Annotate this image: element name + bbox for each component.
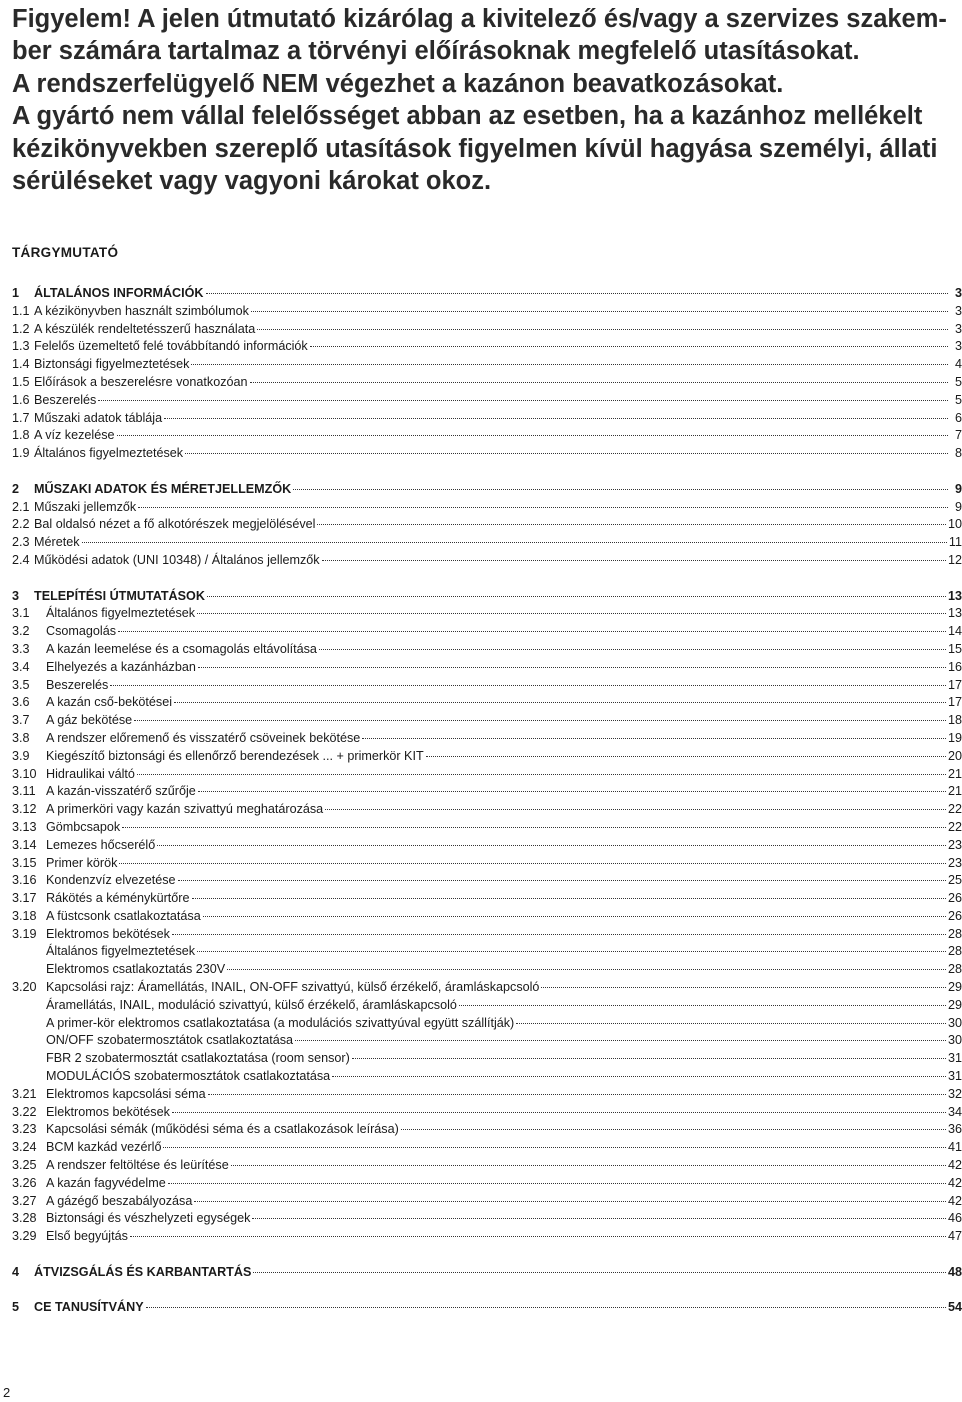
toc-entry-page: 6 — [954, 410, 962, 425]
toc-leader-dots — [541, 987, 946, 988]
toc-entry-number: 3.23 — [12, 1122, 37, 1137]
toc-entry-title: A víz kezelése — [34, 428, 115, 443]
toc-entry[interactable] — [12, 356, 962, 374]
warning-line: kézikönyvekben szereplő utasítások figyelmen kívül hagyása személyi, állati — [12, 134, 938, 163]
toc-leader-dots — [168, 1183, 946, 1184]
toc-entry-title: A rendszer feltöltése és leürítése — [46, 1158, 229, 1173]
toc-entry-number: 1 — [12, 286, 20, 300]
toc-entry-title: Általános figyelmeztetések — [46, 944, 196, 959]
toc-entry-title: ÁLTALÁNOS INFORMÁCIÓK — [34, 286, 204, 300]
toc-heading: TÁRGYMUTATÓ — [12, 245, 119, 260]
toc-leader-dots — [197, 613, 946, 614]
toc-entry-page: 16 — [947, 659, 962, 674]
toc-entry[interactable] — [12, 516, 962, 534]
toc-section-entry[interactable] — [12, 481, 962, 499]
toc-entry-number: 3.16 — [12, 873, 37, 888]
toc-entry-title: Első begyújtás — [46, 1229, 128, 1244]
toc-spacer — [12, 463, 962, 481]
toc-entry-page: 41 — [947, 1140, 962, 1155]
toc-entry[interactable] — [12, 499, 962, 517]
toc-entry-page: 28 — [947, 962, 962, 977]
toc-entry-title: Kiegészítő biztonsági és ellenőrző berendezések ... + primerkör KIT — [46, 748, 424, 763]
toc-entry[interactable] — [12, 748, 962, 766]
toc-entry-page: 3 — [954, 286, 962, 300]
toc-entry-title: MODULÁCIÓS szobatermosztátok csatlakoztatása — [46, 1069, 331, 1084]
toc-leader-dots — [134, 720, 946, 721]
toc-entry[interactable] — [12, 641, 962, 659]
toc-entry[interactable] — [12, 1032, 962, 1050]
toc-entry[interactable] — [12, 677, 962, 695]
toc-entry-title: A gáz bekötése — [46, 713, 133, 728]
toc-entry[interactable] — [12, 1121, 962, 1139]
toc-entry[interactable] — [12, 1193, 962, 1211]
toc-entry-title: Biztonsági és vészhelyzeti egységek — [46, 1211, 251, 1226]
toc-entry[interactable] — [12, 837, 962, 855]
page-number: 2 — [3, 1385, 11, 1400]
toc-entry-number: 3.13 — [12, 819, 37, 834]
toc-entry-title: Műszaki adatok táblája — [34, 410, 163, 425]
toc-entry-title: Méretek — [34, 535, 80, 550]
toc-section-entry[interactable] — [12, 1299, 962, 1317]
toc-entry-number: 3.7 — [12, 713, 30, 728]
toc-entry-title: Bal oldalsó nézet a fő alkotórészek megjelölésével — [34, 517, 316, 532]
toc-entry[interactable] — [12, 872, 962, 890]
toc-entry-number: 3.4 — [12, 659, 30, 674]
toc-entry-title: Hidraulikai váltó — [46, 766, 135, 781]
toc-leader-dots — [191, 364, 948, 365]
toc-entry-page: 4 — [954, 357, 962, 372]
toc-entry-page: 28 — [947, 944, 962, 959]
toc-entry-page: 28 — [947, 926, 962, 941]
toc-entry-number: 2 — [12, 481, 20, 496]
toc-leader-dots — [118, 631, 946, 632]
toc-entry-title: TELEPÍTÉSI ÚTMUTATÁSOK — [34, 588, 205, 603]
toc-entry-title: A kézikönyvben használt szimbólumok — [34, 303, 249, 318]
toc-leader-dots — [138, 507, 948, 508]
toc-leader-dots — [322, 560, 946, 561]
toc-entry-page: 17 — [947, 677, 962, 692]
toc-leader-dots — [352, 1058, 946, 1059]
toc-entry-title: Előírások a beszerelésre vonatkozóan — [34, 374, 248, 389]
toc-leader-dots — [257, 329, 948, 330]
toc-entry-title: Műszaki jellemzők — [34, 499, 137, 514]
toc-entry[interactable] — [12, 410, 962, 428]
toc-entry-page: 26 — [947, 908, 962, 923]
toc-spacer — [12, 1246, 962, 1264]
toc-entry-page: 21 — [947, 766, 962, 781]
toc-leader-dots — [137, 774, 946, 775]
toc-entry-page: 31 — [947, 1051, 962, 1066]
toc-entry-title: Beszerelés — [34, 392, 97, 407]
toc-entry-number: 3.27 — [12, 1193, 37, 1208]
toc-entry[interactable] — [12, 712, 962, 730]
toc-entry-page: 3 — [954, 321, 962, 336]
toc-entry-number: 1.3 — [12, 339, 30, 354]
warning-line: ber számára tartalmaz a törvényi előírásoknak megfelelő utasításokat. — [12, 37, 860, 66]
toc-entry[interactable] — [12, 819, 962, 837]
toc-leader-dots — [250, 382, 948, 383]
toc-leader-dots — [227, 969, 946, 970]
toc-leader-dots — [253, 1272, 946, 1273]
toc-entry-title: A primer-kör elektromos csatlakoztatása (a modulációs szivattyúval együtt szállítják) — [46, 1015, 515, 1030]
toc-entry-page: 22 — [947, 802, 962, 817]
toc-entry-number: 3.6 — [12, 695, 30, 710]
toc-entry-page: 36 — [947, 1122, 962, 1137]
toc-entry-number: 3.29 — [12, 1229, 37, 1244]
toc-entry[interactable] — [12, 1050, 962, 1068]
toc-entry-number: 2.1 — [12, 499, 30, 514]
toc-leader-dots — [208, 1094, 946, 1095]
toc-leader-dots — [426, 756, 946, 757]
toc-entry-title: Felelős üzemeltető felé továbbítandó információk — [34, 339, 308, 354]
toc-entry-title: Rákötés a kéménykürtőre — [46, 891, 190, 906]
toc-entry-title: BCM kazkád vezérlő — [46, 1140, 162, 1155]
toc-entry-number: 3.21 — [12, 1086, 37, 1101]
toc-entry-title: Primer körök — [46, 855, 118, 870]
toc-entry-page: 13 — [947, 606, 962, 621]
toc-section-entry[interactable] — [12, 285, 962, 303]
toc-entry-page: 12 — [947, 552, 962, 567]
toc-entry-title: A kazán-visszatérő szűrője — [46, 784, 196, 799]
toc-entry[interactable] — [12, 321, 962, 339]
toc-entry-page: 17 — [947, 695, 962, 710]
toc-entry-number: 4 — [12, 1264, 20, 1279]
toc-entry-title: CE TANUSÍTVÁNY — [34, 1300, 144, 1315]
toc-entry-page: 13 — [947, 588, 962, 603]
toc-entry-title: Elektromos bekötések — [46, 1104, 170, 1119]
toc-entry[interactable] — [12, 1068, 962, 1086]
toc-entry-number: 1.8 — [12, 428, 30, 443]
toc-entry-number: 3.24 — [12, 1140, 37, 1155]
toc-entry-page: 22 — [947, 819, 962, 834]
toc-entry-page: 5 — [954, 392, 962, 407]
toc-leader-dots — [401, 1129, 946, 1130]
toc-entry-title: FBR 2 szobatermosztát csatlakoztatása (room sensor) — [46, 1051, 350, 1066]
toc-entry[interactable] — [12, 997, 962, 1015]
toc-entry-page: 21 — [947, 784, 962, 799]
toc-entry-number: 3.1 — [12, 606, 30, 621]
toc-entry[interactable] — [12, 534, 962, 552]
toc-entry-page: 30 — [947, 1033, 962, 1048]
toc-entry-number: 3.25 — [12, 1158, 37, 1173]
toc-entry-number: 3.11 — [12, 784, 36, 799]
toc-entry-number: 3.22 — [12, 1104, 37, 1119]
toc-entry-page: 32 — [947, 1086, 962, 1101]
toc-entry-title: A primerköri vagy kazán szivattyú meghatározása — [46, 802, 324, 817]
toc-leader-dots — [178, 880, 946, 881]
toc-entry[interactable] — [12, 694, 962, 712]
toc-entry[interactable] — [12, 890, 962, 908]
toc-entry-number: 3.17 — [12, 891, 37, 906]
toc-entry-title: A kazán leemelése és a csomagolás eltávolítása — [46, 641, 317, 656]
toc-leader-dots — [198, 791, 946, 792]
toc-entry-title: Biztonsági figyelmeztetések — [34, 357, 190, 372]
toc-leader-dots — [172, 1112, 946, 1113]
toc-entry[interactable] — [12, 1015, 962, 1033]
toc-entry-page: 48 — [947, 1264, 962, 1279]
toc-entry-page: 11 — [948, 535, 962, 550]
toc-leader-dots — [325, 809, 946, 810]
toc-spacer — [12, 570, 962, 588]
toc-leader-dots — [194, 1201, 946, 1202]
toc-entry-title: MŰSZAKI ADATOK ÉS MÉRETJELLEMZŐK — [34, 481, 292, 496]
toc-entry-page: 29 — [947, 997, 962, 1012]
toc-leader-dots — [206, 293, 948, 294]
toc-entry[interactable] — [12, 1157, 962, 1175]
toc-entry-number: 3.14 — [12, 837, 37, 852]
toc-entry-page: 3 — [954, 339, 962, 354]
toc-entry-page: 42 — [947, 1193, 962, 1208]
toc-leader-dots — [332, 1076, 946, 1077]
toc-entry[interactable] — [12, 303, 962, 321]
toc-entry-title: Gömbcsapok — [46, 819, 121, 834]
toc-leader-dots — [293, 489, 948, 490]
toc-entry-page: 23 — [947, 837, 962, 852]
toc-entry[interactable] — [12, 427, 962, 445]
toc-entry-number: 1.2 — [12, 321, 30, 336]
toc-leader-dots — [164, 418, 948, 419]
toc-entry[interactable] — [12, 961, 962, 979]
toc-entry-number: 3.19 — [12, 926, 37, 941]
toc-entry-number: 3.10 — [12, 766, 37, 781]
toc-entry-number: 2.4 — [12, 552, 30, 567]
toc-entry-title: Csomagolás — [46, 624, 116, 639]
toc-entry-page: 3 — [954, 303, 962, 318]
toc-entry-page: 26 — [947, 891, 962, 906]
warning-line: sérüléseket vagy vagyoni károkat okoz. — [12, 167, 492, 196]
toc-entry-title: A füstcsonk csatlakoztatása — [46, 908, 201, 923]
toc-entry[interactable] — [12, 623, 962, 641]
toc-entry[interactable] — [12, 1228, 962, 1246]
toc-entry[interactable] — [12, 766, 962, 784]
toc-leader-dots — [172, 934, 946, 935]
toc-leader-dots — [516, 1023, 946, 1024]
toc-entry-title: Elektromos kapcsolási séma — [46, 1086, 206, 1101]
toc-leader-dots — [174, 702, 946, 703]
toc-entry-page: 18 — [947, 713, 962, 728]
toc-entry[interactable] — [12, 659, 962, 677]
toc-entry[interactable] — [12, 338, 962, 356]
toc-entry-number: 3.5 — [12, 677, 30, 692]
toc-leader-dots — [251, 311, 948, 312]
toc-entry[interactable] — [12, 855, 962, 873]
toc-entry[interactable] — [12, 1104, 962, 1122]
toc-entry-title: Lemezes hőcserélő — [46, 837, 156, 852]
toc-entry-page: 10 — [947, 517, 962, 532]
toc-leader-dots — [459, 1005, 946, 1006]
toc-entry[interactable] — [12, 445, 962, 463]
toc-leader-dots — [98, 400, 948, 401]
toc-entry-title: A rendszer előremenő és visszatérő csöveinek bekötése — [46, 730, 361, 745]
toc-spacer — [12, 1282, 962, 1300]
toc-leader-dots — [185, 453, 948, 454]
toc-entry-number: 1.7 — [12, 410, 30, 425]
toc-entry-page: 7 — [954, 428, 962, 443]
toc-entry-page: 29 — [947, 980, 962, 995]
toc-entry[interactable] — [12, 1210, 962, 1228]
toc-entry-number: 1.9 — [12, 446, 30, 461]
toc-entry[interactable] — [12, 783, 962, 801]
toc-entry-number: 1.1 — [12, 303, 30, 318]
toc-entry-number: 3.15 — [12, 855, 37, 870]
toc-entry-title: Általános figyelmeztetések — [34, 446, 184, 461]
toc-leader-dots — [362, 738, 946, 739]
toc-entry-page: 14 — [947, 624, 962, 639]
toc-entry[interactable] — [12, 1086, 962, 1104]
toc-entry-title: A készülék rendeltetésszerű használata — [34, 321, 256, 336]
toc-entry-title: ON/OFF szobatermosztátok csatlakoztatása — [46, 1033, 294, 1048]
toc-leader-dots — [192, 898, 946, 899]
toc-entry-page: 42 — [947, 1158, 962, 1173]
toc-entry-page: 25 — [947, 873, 962, 888]
toc-leader-dots — [110, 685, 946, 686]
toc-entry-title: A kazán fagyvédelme — [46, 1175, 166, 1190]
warning-line: A gyártó nem vállal felelősséget abban az esetben, ha a kazánhoz mellékelt — [12, 102, 923, 131]
toc-entry-title: Áramellátás, INAIL, moduláció szivattyú, külső érzékelő, áramláskapcsoló — [46, 997, 457, 1012]
toc-leader-dots — [319, 649, 946, 650]
toc-entry-page: 23 — [947, 855, 962, 870]
toc-entry-title: Kondenzvíz elvezetése — [46, 873, 176, 888]
toc-leader-dots — [122, 827, 946, 828]
toc-entry-page: 9 — [954, 499, 962, 514]
toc-section-entry[interactable] — [12, 588, 962, 606]
toc-entry[interactable] — [12, 392, 962, 410]
toc-leader-dots — [119, 863, 946, 864]
toc-leader-dots — [117, 435, 948, 436]
toc-entry-title: ÁTVIZSGÁLÁS ÉS KARBANTARTÁS — [34, 1264, 252, 1279]
toc-leader-dots — [82, 542, 947, 543]
toc-leader-dots — [146, 1307, 946, 1308]
toc-entry-title: Elektromos bekötések — [46, 926, 170, 941]
toc-entry-page: 5 — [954, 374, 962, 389]
toc-leader-dots — [163, 1147, 946, 1148]
toc-leader-dots — [157, 845, 946, 846]
toc-entry-number: 3.18 — [12, 908, 37, 923]
toc-leader-dots — [310, 346, 948, 347]
toc-leader-dots — [295, 1040, 946, 1041]
toc-entry-page: 46 — [947, 1211, 962, 1226]
toc-entry-page: 34 — [947, 1104, 962, 1119]
toc-entry-page: 8 — [954, 446, 962, 461]
toc-entry-page: 20 — [947, 748, 962, 763]
toc-entry-number: 3.12 — [12, 802, 37, 817]
table-of-contents — [12, 285, 962, 1317]
toc-section-entry[interactable] — [12, 1264, 962, 1282]
toc-entry-number: 3.28 — [12, 1211, 37, 1226]
toc-entry-page: 54 — [947, 1300, 962, 1315]
toc-entry-page: 30 — [947, 1015, 962, 1030]
toc-leader-dots — [252, 1218, 946, 1219]
toc-leader-dots — [130, 1236, 946, 1237]
toc-entry[interactable] — [12, 926, 962, 944]
toc-entry-title: Kapcsolási rajz: Áramellátás, INAIL, ON-OFF szivattyú, külső érzékelő, áramláskapcsoló — [46, 980, 540, 995]
toc-entry-page: 31 — [947, 1069, 962, 1084]
toc-leader-dots — [197, 951, 946, 952]
toc-entry-title: A gázégő beszabályozása — [46, 1193, 193, 1208]
toc-entry-number: 3.2 — [12, 624, 30, 639]
toc-entry-page: 42 — [947, 1175, 962, 1190]
toc-entry-page: 15 — [947, 641, 962, 656]
toc-leader-dots — [317, 524, 946, 525]
toc-entry[interactable] — [12, 801, 962, 819]
toc-entry-title: Elektromos csatlakoztatás 230V — [46, 962, 226, 977]
toc-entry-number: 3.20 — [12, 980, 37, 995]
toc-entry[interactable] — [12, 374, 962, 392]
toc-entry-number: 1.5 — [12, 374, 30, 389]
toc-entry[interactable] — [12, 908, 962, 926]
warning-line: A rendszerfelügyelő NEM végezhet a kazánon beavatkozásokat. — [12, 69, 784, 98]
toc-entry-title: Beszerelés — [46, 677, 109, 692]
toc-entry-number: 3 — [12, 588, 20, 603]
toc-entry-number: 3.3 — [12, 641, 30, 656]
toc-entry[interactable] — [12, 943, 962, 961]
toc-entry-page: 19 — [947, 730, 962, 745]
warning-line: Figyelem! A jelen útmutató kizárólag a kivitelező és/vagy a szervizes szakem- — [12, 5, 947, 33]
toc-entry-number: 2.2 — [12, 517, 30, 532]
toc-entry-title: Általános figyelmeztetések — [46, 606, 196, 621]
toc-entry[interactable] — [12, 1175, 962, 1193]
toc-entry[interactable] — [12, 605, 962, 623]
toc-entry-number: 1.6 — [12, 392, 30, 407]
toc-entry-page: 9 — [954, 481, 962, 496]
toc-entry-number: 1.4 — [12, 357, 30, 372]
toc-entry-title: Elhelyezés a kazánházban — [46, 659, 196, 674]
toc-leader-dots — [198, 667, 946, 668]
toc-entry[interactable] — [12, 1139, 962, 1157]
toc-entry-number: 3.26 — [12, 1175, 37, 1190]
toc-leader-dots — [207, 596, 946, 597]
toc-entry[interactable] — [12, 730, 962, 748]
warning-notice — [12, 3, 957, 197]
toc-entry-number: 2.3 — [12, 535, 30, 550]
toc-entry[interactable] — [12, 552, 962, 570]
toc-entry-title: A kazán cső-bekötései — [46, 695, 173, 710]
toc-entry-page: 47 — [947, 1229, 962, 1244]
toc-leader-dots — [203, 916, 946, 917]
toc-entry-number: 3.9 — [12, 748, 30, 763]
toc-entry-title: Működési adatok (UNI 10348) / Általános jellemzők — [34, 552, 320, 567]
toc-entry-number: 3.8 — [12, 730, 30, 745]
toc-entry-number: 5 — [12, 1300, 20, 1315]
toc-entry-title: Kapcsolási sémák (működési séma és a csatlakozások leírása) — [46, 1122, 399, 1137]
toc-entry[interactable] — [12, 979, 962, 997]
toc-leader-dots — [231, 1165, 946, 1166]
